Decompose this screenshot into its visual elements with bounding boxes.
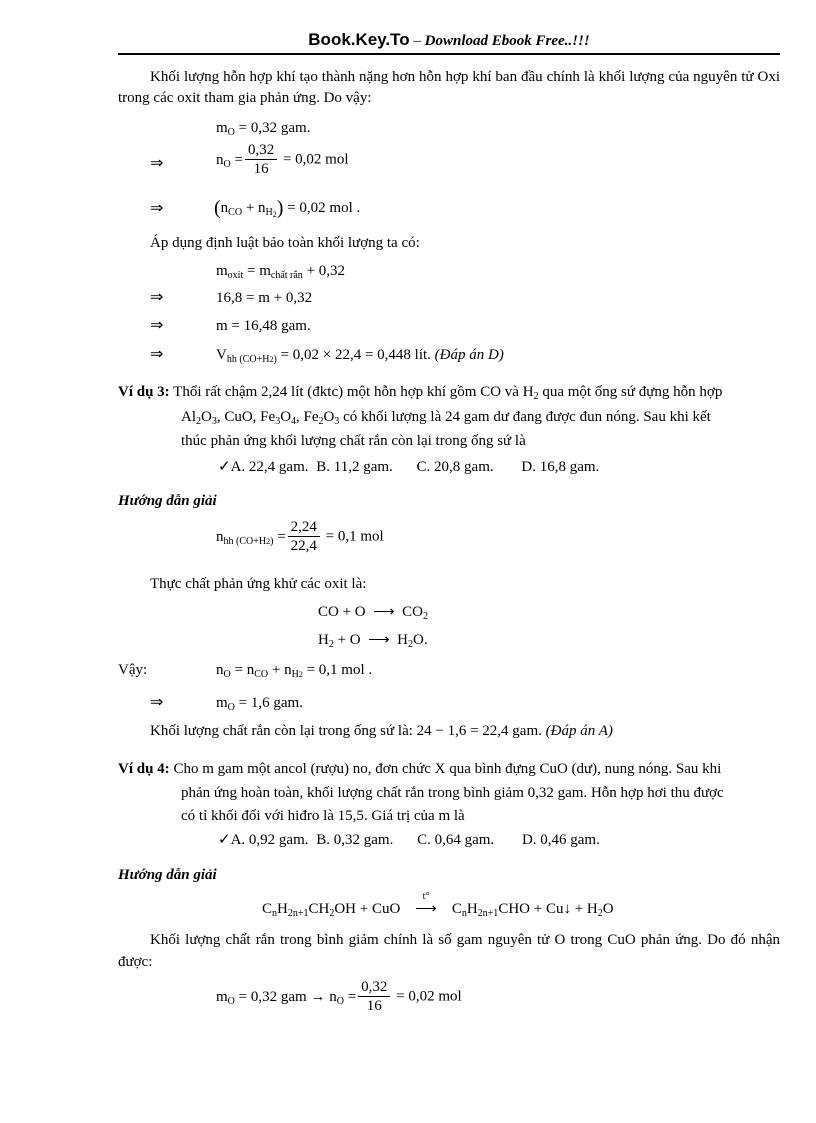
equation-moxit: $m_{oxit} = m_{chất rắn} + 0,32$ — [216, 263, 346, 281]
example-3-line3: thúc phản ứng khối lượng chất rắn còn lại trong ống sứ là — [181, 433, 526, 449]
reaction-2: $H_2 + O$ ⟶ $H_2O$. — [318, 632, 428, 650]
example-4-options — [218, 831, 600, 849]
option-c: C. 0,64 gam. — [417, 832, 495, 848]
equation-mO-1-6: $m_O = 1,6$ gam. — [216, 695, 303, 713]
header-dash: – — [409, 33, 425, 49]
equation-sum: $(n_{CO} + n_{H_2}) = 0,02$ mol . — [214, 197, 361, 219]
option-a: A. 22,4 gam. — [230, 459, 309, 475]
equation-final: $m_O = 0,32$ gam → $n_O$ = $\frac{0,32}{16}$ = 0,02 mol — [216, 979, 462, 1014]
equation-nhh: $n_{hh (CO+H2)}$ = $\frac{2,24}{22,4}$ = 0,1 mol — [216, 519, 384, 554]
header-tagline: Download Ebook Free..!!! — [424, 33, 590, 49]
header-site: Book.Key.To — [308, 30, 410, 49]
example-4-line3: có tỉ khối đối với hiđro là 15,5. Giá trị của m là — [181, 808, 465, 824]
option-a: A. 0,92 gam. — [230, 832, 309, 848]
paragraph-last: Khối lượng chất rắn trong bình giảm chính là số gam nguyên tử O trong CuO phản ứng. Do đó nhận được: — [118, 932, 780, 970]
reaction-1: CO + O ⟶ $CO_2$ — [318, 604, 428, 622]
option-b: B. 0,32 gam. — [316, 832, 394, 848]
example-4-line2: phản ứng hoàn toàn, khối lượng chất rắn trong bình giảm 0,32 gam. Hỗn hợp hơi thu được — [181, 785, 724, 801]
reaction-3: $C_nH_{2n+1}CH_2OH$ + CuO t° ⟶ $C_nH_{2n+1}CHO$ + Cu↓ + $H_2O$ — [262, 891, 614, 919]
example-4-line1: Ví dụ 4: Cho m gam một ancol (rượu) no, đơn chức X qua bình đựng CuO (dư), nung nóng. Sau khi — [118, 761, 722, 777]
check-icon: ✓ — [218, 459, 231, 475]
check-icon: ✓ — [218, 832, 231, 848]
equation-V: $V_{hh (CO+H2)} = 0,02 \times 22,4 = 0,448$ lít. (Đáp án D) — [216, 347, 504, 365]
example-3-line2: $Al_2O_3$, CuO, $Fe_3O_4$, $Fe_2O_3$ có khối lượng là 24 gam dư đang được đun nóng. Sau khi kết — [181, 409, 711, 427]
implies-arrow: ⇒ — [150, 155, 164, 172]
paragraph-remaining: Khối lượng chất rắn còn lại trong ống sứ là: 24 − 1,6 = 22,4 gam. (Đáp án A) — [150, 723, 613, 739]
label-vay: Vậy: — [118, 662, 148, 678]
equation-16-8: 16,8 = m + 0,32 — [216, 290, 313, 306]
implies-arrow: ⇒ — [150, 200, 164, 217]
implies-arrow: ⇒ — [150, 694, 164, 711]
guide-heading-2: Hướng dẫn giải — [118, 867, 217, 883]
option-c: C. 20,8 gam. — [416, 459, 494, 475]
page-header — [118, 30, 780, 51]
implies-arrow: ⇒ — [150, 317, 164, 334]
equation-nO-sum: $n_O = n_{CO} + n_{H2} = 0,1$ mol . — [216, 662, 373, 680]
option-d: D. 16,8 gam. — [521, 459, 600, 475]
option-d: D. 0,46 gam. — [521, 832, 600, 848]
paragraph-apply: Áp dụng định luật bảo toàn khối lượng ta có: — [150, 235, 420, 251]
equation-m: m = 16,48 gam. — [216, 318, 311, 334]
paragraph-intro: Khối lượng hỗn hợp khí tạo thành nặng hơn hỗn hợp khí ban đầu chính là khối lượng của nguyên tử Oxi trong các oxit tham gia phản ứng. Do vậy: — [118, 69, 780, 106]
header-rule — [118, 53, 780, 55]
equation-nO: $n_O$ = $\frac{0,32}{16}$ = 0,02 mol — [216, 142, 349, 177]
implies-arrow: ⇒ — [150, 289, 164, 306]
example-3-line1: Ví dụ 3: Thổi rất chậm 2,24 lít (đktc) một hỗn hợp khí gồm CO và $H_2$ qua một ống sứ đựng hỗn hợp — [118, 384, 723, 402]
example-3-options — [218, 458, 599, 476]
option-b: B. 11,2 gam. — [316, 459, 393, 475]
paragraph-real: Thực chất phản ứng khử các oxit là: — [150, 576, 367, 592]
guide-heading: Hướng dẫn giải — [118, 493, 217, 509]
implies-arrow: ⇒ — [150, 346, 164, 363]
equation-mO: $m_O = 0,32$ gam. — [216, 120, 311, 138]
